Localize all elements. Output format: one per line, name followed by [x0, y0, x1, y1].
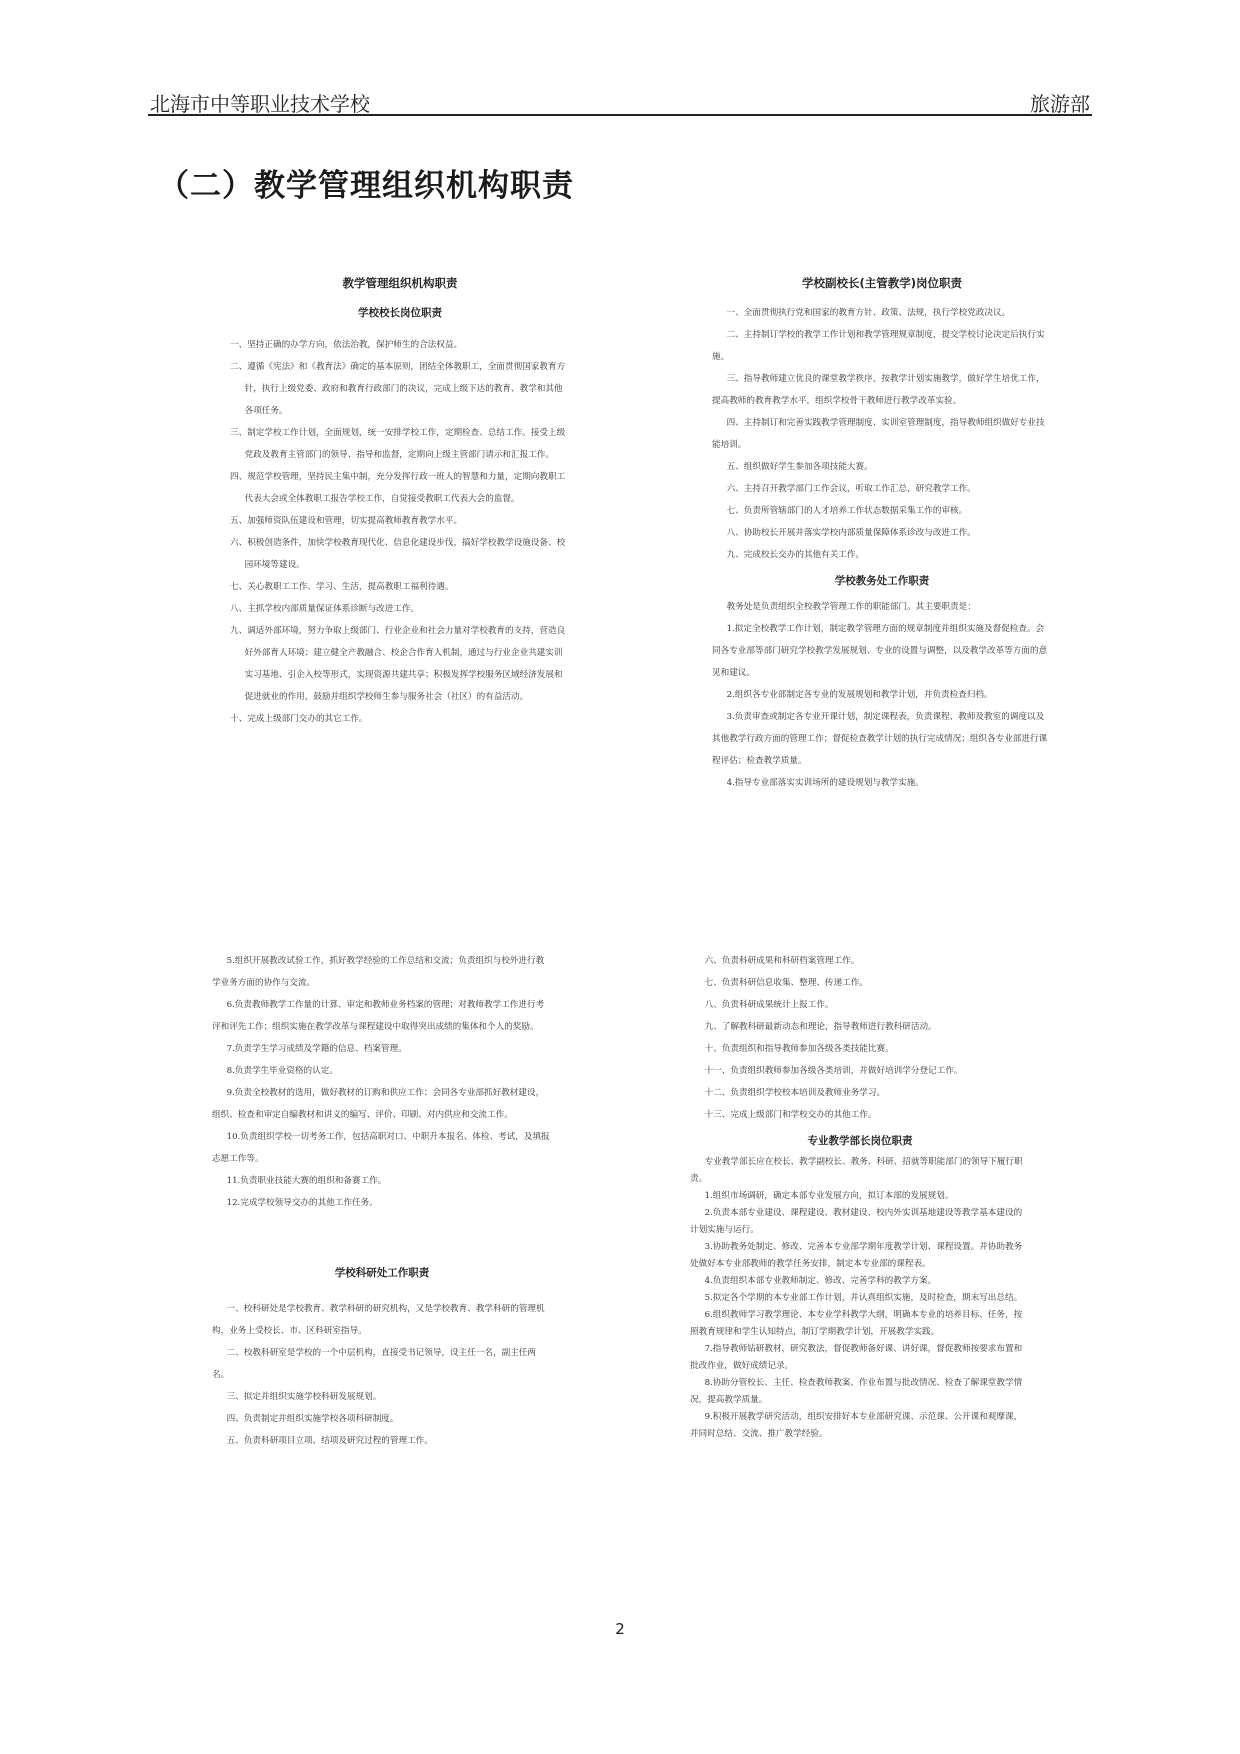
q4-item: 十、负责组织和指导教师参加各级各类技能比赛。: [704, 1044, 894, 1054]
q3-item: 7.负责学生学习成绩及学籍的信息、档案管理。: [226, 1044, 407, 1054]
research-and-dept-head-block: [690, 950, 1030, 1443]
q4-item: 十一、负责组织教师参加各级各类培训，并做好培训学分登记工作。: [704, 1066, 963, 1076]
q2-item: 三、指导教师建立优良的课堂教学秩序，按教学计划实施教学，做好学生培优工作，提高教师的教育教学水平，组织学校骨干教师进行教学改革实验。: [712, 374, 1045, 406]
q4-item: 七、负责科研信息收集、整理、传递工作。: [704, 978, 868, 988]
q4-item: 九、了解教科研最新动态和理论，指导教师进行教科研活动。: [704, 1022, 937, 1032]
section-title: （二）教学管理组织机构职责: [158, 168, 574, 204]
q4-item: 十二、负责组织学校校本培训及教师业务学习。: [704, 1088, 886, 1098]
q3-item: 6.负责教师教学工作量的计算、审定和教师业务档案的管理；对教师教学工作进行考评和评先工作；组织实施在教学改革与课程建设中取得突出成绩的集体和个人的奖励。: [212, 1000, 545, 1032]
header-rule: [148, 114, 1092, 116]
q1-item: 九、调适外部环境，努力争取上级部门、行业企业和社会力量对学校教育的支持，营造良好外部育人环境；建立健全产教融合、校企合作育人机制，通过与行业企业共建实训实习基地、引企入校等形式，实现资源共建共享；积极发挥学校服务区域经济发展和促进就业的作用，鼓励并组织学校师生参与服务社会（社区）的有益活动。: [230, 626, 566, 702]
q2-item: 二、主持制订学校的教学工作计划和教学管理规章制度，提交学校讨论决定后执行实施。: [712, 330, 1045, 362]
q1-item: 三、制定学校工作计划，全面规划，统一安排学校工作，定期检查、总结工作。接受上级党政及教育主管部门的领导、指导和监督，定期向上级主管部门请示和汇报工作。: [230, 428, 566, 460]
q3-item: 5.组织开展教改试验工作，抓好教学经验的工作总结和交流；负责组织与校外进行教学业务方面的协作与交流。: [212, 956, 545, 988]
vice-principal-duties-block: [712, 272, 1052, 794]
academic-affairs-cont-block: [212, 950, 552, 1452]
q3-item2: 一、校科研处是学校教育、教学科研的研究机构，又是学校教育、教学科研的管理机构，业务上受校长、市、区科研室指导。: [212, 1304, 545, 1336]
q3-item: 11.负责职业技能大赛的组织和备赛工作。: [226, 1176, 387, 1186]
q2-item: 一、全面贯彻执行党和国家的教育方针、政策、法规，执行学校党政决议。: [726, 308, 1011, 318]
q3-item2: 五、负责科研项目立项、结项及研究过程的管理工作。: [226, 1436, 433, 1446]
q2-item2: 1.拟定全校教学工作计划，制定教学管理方面的规章制度并组织实施及督促检查。会同各专业部等部门研究学校教学发展规划、专业的设置与调整，以及教学改革等方面的意见和建议。: [712, 624, 1048, 678]
q3-item2: 二、校教科研室是学校的一个中层机构，直接受书记领导，设主任一名，副主任两名。: [212, 1348, 536, 1380]
q1-item: 七、关心教职工工作、学习、生活，提高教职工福利待遇。: [230, 582, 454, 592]
q2-item: 六、主持召开教学部门工作会议，听取工作汇总，研究教学工作。: [726, 484, 976, 494]
q4-item2: 4.负责组织本部专业教师制定、修改、完善学科的教学方案。: [704, 1276, 937, 1286]
q2-item: 八、协助校长开展并落实学校内部质量保障体系诊改与改进工作。: [726, 528, 976, 538]
q3-item: 10.负责组织学校一切考务工作，包括高职对口、中职升本报名、体检、考试，及填报志愿工作等。: [212, 1132, 550, 1164]
q3-heading: 学校科研处工作职责: [334, 1267, 430, 1279]
q2-item: 五、组织做好学生参加各项技能大赛。: [726, 462, 873, 472]
q1-item: 五、加强师资队伍建设和管理，切实提高教师教育教学水平。: [230, 516, 463, 526]
q2-item2: 2.组织各专业部制定各专业的发展规划和教学计划，并负责检查归档。: [726, 690, 993, 700]
q4-item2: 2.负责本部专业建设、课程建设、教材建设、校内外实训基地建设等教学基本建设的计划实施与运行。: [690, 1208, 1023, 1235]
q1-item: 一、坚持正确的办学方向，依法治教，保护师生的合法权益。: [230, 340, 463, 350]
q4-item2: 1.组织市场调研，确定本部专业发展方向，拟订本部的发展规划。: [704, 1191, 954, 1201]
q2-item2: 3.负责审查或制定各专业开课计划，制定课程表，负责课程、教师及教室的调度以及其他教学行政方面的管理工作；督促检查教学计划的执行完成情况；组织各专业部进行课程评估；检查教学质量。: [712, 712, 1048, 766]
q3-item2: 三、拟定并组织实施学校科研发展规划。: [226, 1392, 382, 1402]
q1-item: 二、遵循《宪法》和《教育法》确定的基本原则，团结全体教职工，全面贯彻国家教育方针，执行上级党委、政府和教育行政部门的决议，完成上级下达的教育、教学和其他各项任务。: [230, 362, 566, 416]
q1-item: 六、积极创造条件，加快学校教育现代化、信息化建设步伐，搞好学校教学设施设备、校园环境等建设。: [230, 538, 566, 570]
q1-subheading: 学校校长岗位职责: [358, 307, 442, 319]
q4-heading: 专业教学部长岗位职责: [807, 1135, 913, 1147]
q2-item: 四、主持制订和完善实践教学管理制度、实训室管理制度，指导教师组织做好专业技能培训。: [712, 418, 1045, 450]
q4-item2: 3.协助教务处制定、修改、完善本专业部学期年度教学计划、课程设置。并协助教务处做好本专业部教师的教学任务安排，制定本专业部的课程表。: [690, 1242, 1023, 1269]
page-number: 2: [615, 1620, 625, 1638]
q3-item2: 四、负责制定并组织实施学校各项科研制度。: [226, 1414, 399, 1424]
q4-item: 十三、完成上级部门和学校交办的其他工作。: [704, 1110, 877, 1120]
header-dept: 旅游部: [1030, 92, 1090, 116]
q2-subheading: 学校教务处工作职责: [834, 575, 930, 587]
q3-item: 12.完成学校领导交办的其他工作任务。: [226, 1198, 378, 1208]
q1-item: 四、规范学校管理，坚持民主集中制，充分发挥行政一班人的智慧和力量，定期向教职工代表大会或全体教职工报告学校工作，自觉接受教职工代表大会的监督。: [230, 472, 566, 504]
q4-item: 六、负责科研成果和科研档案管理工作。: [704, 956, 860, 966]
q2-item2: 4.指导专业部落实实训场所的建设规划与教学实施。: [726, 778, 924, 788]
q4-item: 八、负责科研成果统计上报工作。: [704, 1000, 834, 1010]
q2-item: 九、完成校长交办的其他有关工作。: [726, 550, 865, 560]
q1-item: 八、主抓学校内部质量保证体系诊断与改进工作。: [230, 604, 420, 614]
q2-heading: 学校副校长(主管教学)岗位职责: [801, 276, 962, 290]
q4-item2: 5.拟定各个学期的本专业部工作计划，并认真组织实施，及时检查，期末写出总结。: [704, 1293, 1023, 1303]
q4-intro: 专业教学部长应在校长、教学副校长、教务、科研、招就等职能部门的领导下履行职责。: [690, 1157, 1023, 1184]
header-school: 北海市中等职业技术学校: [150, 92, 370, 116]
q4-item2: 9.积极开展教学研究活动，组织安排好本专业部研究课、示范课、公开课和观摩课，并同时总结、交流、推广教学经验。: [690, 1412, 1023, 1439]
q1-item: 十、完成上级部门交办的其它工作。: [230, 714, 368, 724]
q1-heading: 教学管理组织机构职责: [342, 276, 458, 290]
q4-item2: 8.协助分管校长、主任、检查教师教案、作业布置与批改情况、检查了解课堂教学情况，提高教学质量。: [690, 1378, 1023, 1405]
q3-item: 9.负责全校教材的选用，做好教材的订购和供应工作；会同各专业部抓好教材建设，组织、检查和审定自编教材和讲义的编写、评价、印刷、对内供应和交流工作。: [212, 1088, 545, 1120]
q3-item: 8.负责学生毕业资格的认定。: [226, 1066, 338, 1076]
q2-intro: 教务处是负责组织全校教学管理工作的职能部门。其主要职责是：: [726, 602, 976, 612]
q4-item2: 7.指导教师钻研教材，研究教法，督促教师备好课、讲好课，督促教师按要求布置和批改作业，做好成绩记录。: [690, 1344, 1023, 1371]
q4-item2: 6.组织教师学习教学理论、本专业学科教学大纲，明确本专业的培养目标、任务，按照教育规律和学生认知特点，制订学期教学计划，开展教学实践。: [690, 1310, 1023, 1337]
q2-item: 七、负责所管辖部门的人才培养工作状态数据采集工作的审核。: [726, 506, 968, 516]
principal-duties-block: [230, 272, 570, 730]
